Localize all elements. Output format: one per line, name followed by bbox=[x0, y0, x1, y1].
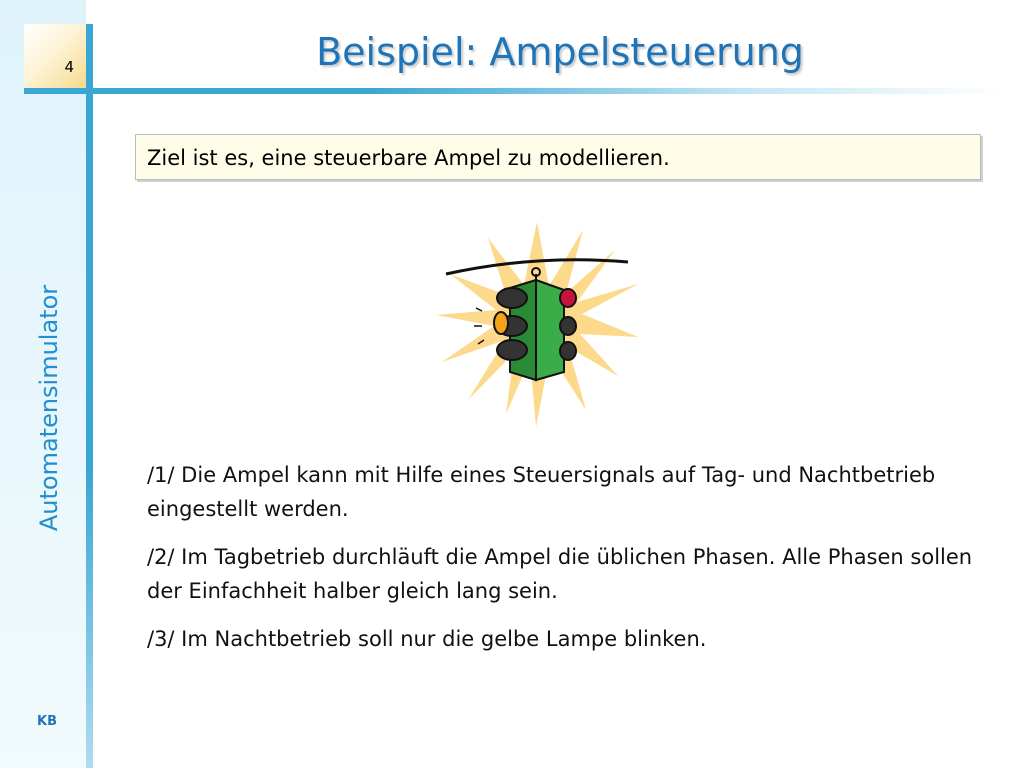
page-number-box bbox=[24, 24, 88, 88]
yellow-lamp bbox=[494, 312, 508, 334]
vertical-divider bbox=[86, 24, 93, 768]
red-lamp bbox=[560, 289, 576, 307]
lamp-left-top bbox=[497, 288, 527, 308]
slide-title: Beispiel: Ampelsteuerung bbox=[316, 30, 804, 74]
requirements-list bbox=[147, 458, 977, 670]
lamps-left bbox=[494, 288, 527, 360]
lamp-right-middle bbox=[560, 317, 576, 335]
goal-box bbox=[135, 134, 981, 180]
requirement-3: /3/ Im Nachtbetrieb soll nur die gelbe Lampe blinken. bbox=[147, 627, 707, 651]
requirement-2: /2/ Im Tagbetrieb durchläuft die Ampel die üblichen Phasen. Alle Phasen sollen der Einfachheit halber gleich lang sein. bbox=[147, 545, 973, 603]
side-title: Automatensimulator bbox=[35, 284, 63, 532]
traffic-light-icon bbox=[432, 222, 642, 427]
requirement-1: /1/ Die Ampel kann mit Hilfe eines Steuersignals auf Tag- und Nachtbetrieb eingestellt werden. bbox=[147, 463, 936, 521]
title-underline bbox=[24, 88, 1004, 94]
goal-text: Ziel ist es, eine steuerbare Ampel zu modellieren. bbox=[147, 146, 670, 170]
lamps-right bbox=[560, 289, 576, 360]
lamp-right-bottom bbox=[560, 342, 576, 360]
footer-mark: KB bbox=[37, 714, 57, 729]
lamp-left-bottom bbox=[497, 340, 527, 360]
page-number: 4 bbox=[64, 58, 74, 76]
